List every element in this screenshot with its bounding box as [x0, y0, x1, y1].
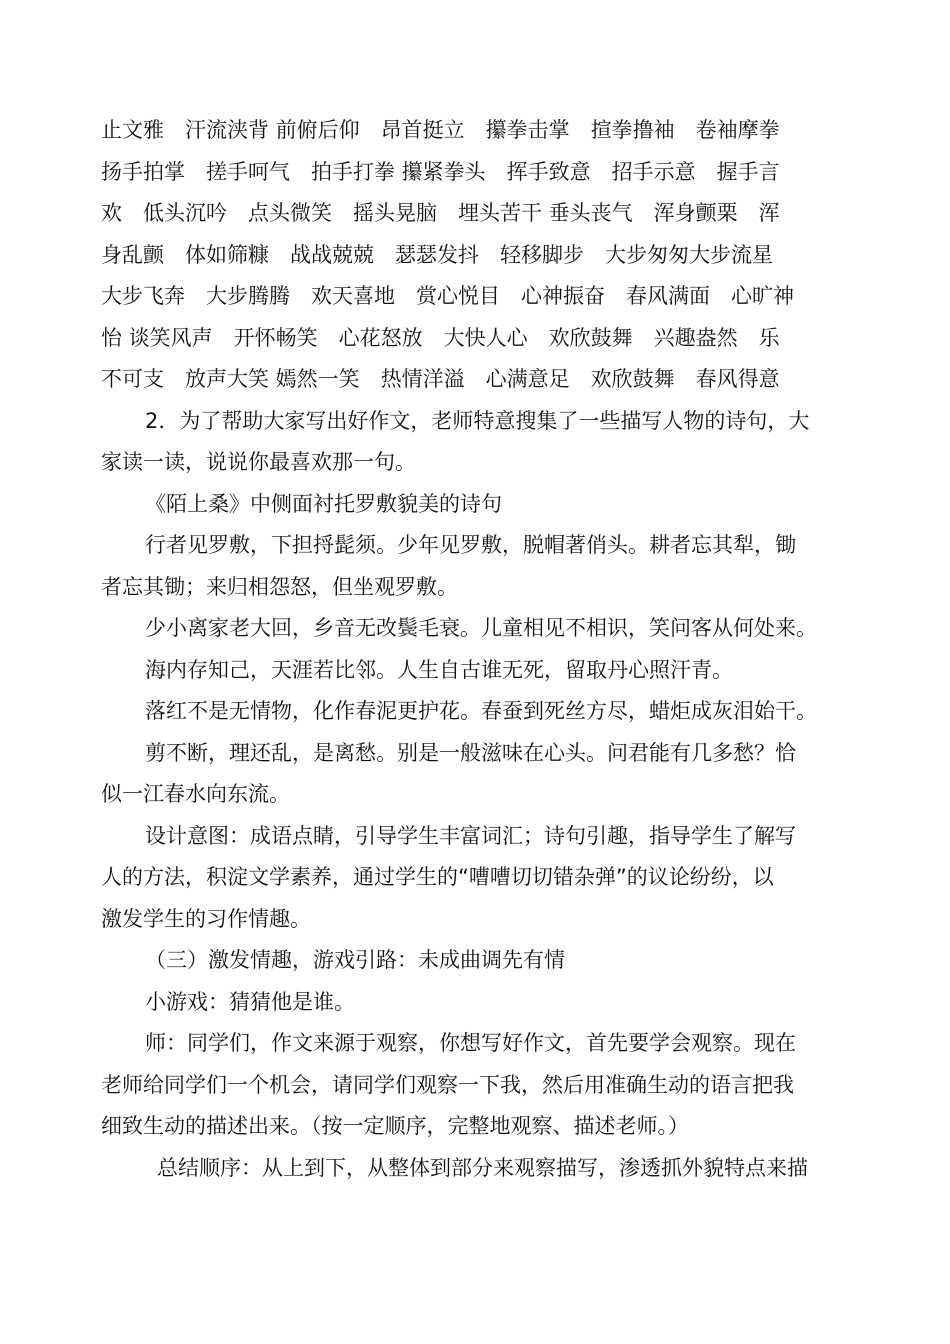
text-line: 大步飞奔 大步腾腾 欢天喜地 赏心悦目 心神振奋 春风满面 心旷神 — [101, 284, 794, 308]
text-line: 激发学生的习作情趣。 — [101, 906, 311, 931]
text-line: 人的方法，积淀文学素养，通过学生的“嘈嘈切切错杂弹”的议论纷纷，以 — [101, 865, 774, 889]
paragraph-start: 总结顺序：从上到下，从整体到部分来观察描写，渗透抓外貌特点来描 — [157, 1155, 808, 1180]
section-heading: （三）激发情趣，游戏引路：未成曲调先有情 — [145, 948, 565, 972]
document-body — [101, 110, 861, 1189]
poem-heading: 《陌上桑》中侧面衬托罗敷貌美的诗句 — [145, 491, 502, 516]
text-line: 者忘其锄；来归相怨怒，但坐观罗敷。 — [101, 574, 458, 599]
text-line: 怡 谈笑风声 开怀畅笑 心花怒放 大快人心 欢欣鼓舞 兴趣盎然 乐 — [101, 325, 780, 350]
text-line: 似一江春水向东流。 — [101, 782, 290, 806]
poem-line: 落红不是无情物，化作春泥更护花。春蚕到死丝方尽，蜡炬成灰泪始干。 — [145, 699, 817, 723]
paragraph-start: 行者见罗敷，下担捋髭须。少年见罗敷，脱帽著俏头。耕者忘其犁，锄 — [145, 533, 796, 557]
text-line: 欢 低头沉吟 点头微笑 摇头晃脑 埋头苦干 垂头丧气 浑身颤栗 浑 — [101, 201, 780, 225]
poem-line: 少小离家老大回，乡音无改鬓毛衰。儿童相见不相识，笑问客从何处来。 — [145, 616, 817, 640]
paragraph-start: 小游戏：猜猜他是谁。 — [145, 989, 355, 1014]
text-line: 身乱颤 体如筛糠 战战兢兢 瑟瑟发抖 轻移脚步 大步匆匆大步流星 — [101, 242, 773, 267]
text-line: 老师给同学们一个机会，请同学们观察一下我，然后用准确生动的语言把我 — [101, 1072, 794, 1097]
text-line: 止文雅 汗流浃背 前俯后仰 昂首挺立 攥拳击掌 揎拳撸袖 卷袖摩拳 — [101, 118, 780, 142]
paragraph-start: 剪不断，理还乱，是离愁。别是一般滋味在心头。问君能有几多愁？恰 — [145, 740, 796, 765]
paragraph-start: 设计意图：成语点睛，引导学生丰富词汇；诗句引趣，指导学生了解写 — [145, 823, 796, 848]
text-line: 不可支 放声大笑 嫣然一笑 热情洋溢 心满意足 欢欣鼓舞 春风得意 — [101, 367, 780, 391]
text-line: 细致生动的描述出来。（按一定顺序，完整地观察、描述老师。） — [101, 1114, 689, 1138]
paragraph-start: 2．为了帮助大家写出好作文，老师特意搜集了一些描写人物的诗句，大 — [145, 408, 810, 433]
paragraph-start: 师：同学们，作文来源于观察，你想写好作文，首先要学会观察。现在 — [145, 1031, 796, 1055]
text-line: 家读一读，说说你最喜欢那一句。 — [101, 450, 416, 474]
poem-line: 海内存知己，天涯若比邻。人生自古谁无死，留取丹心照汗青。 — [145, 657, 733, 682]
text-line: 扬手拍掌 搓手呵气 拍手打拳 攥紧拳头 挥手致意 招手示意 握手言 — [101, 159, 780, 184]
